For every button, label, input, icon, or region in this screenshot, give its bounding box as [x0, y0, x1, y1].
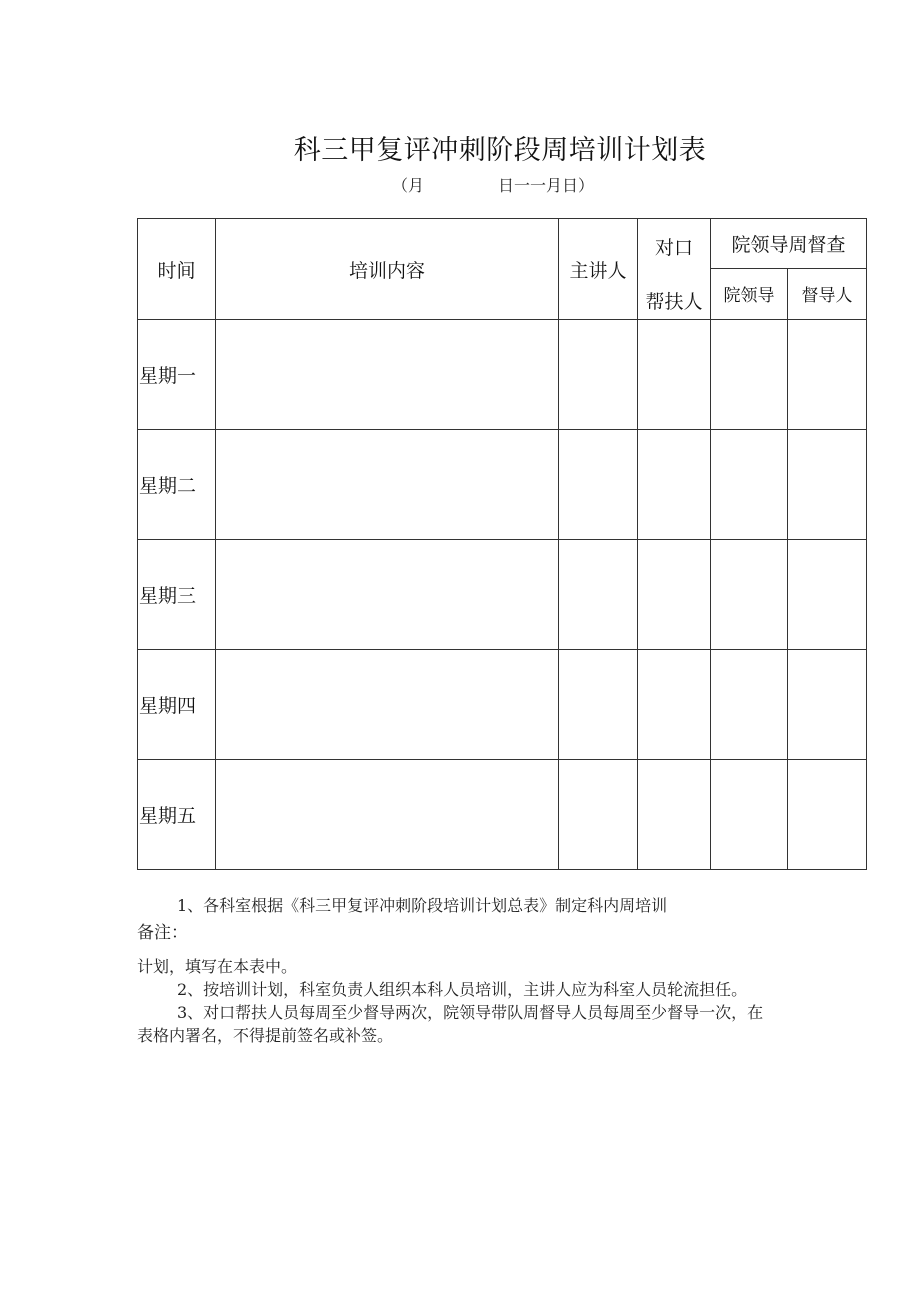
- supervisor-cell[interactable]: [788, 540, 867, 650]
- table-row: [138, 320, 867, 430]
- note-item-1-line-1: 1、各科室根据《科三甲复评冲刺阶段培训计划总表》制定科内周培训: [177, 896, 668, 915]
- pair-helper-cell[interactable]: [638, 760, 711, 870]
- content-cell[interactable]: [216, 540, 559, 650]
- day-label: 星期三: [138, 540, 216, 650]
- pair-helper-cell[interactable]: [638, 650, 711, 760]
- supervisor-cell[interactable]: [788, 650, 867, 760]
- content-cell[interactable]: [216, 760, 559, 870]
- content-cell[interactable]: [216, 650, 559, 760]
- note-item-1-line-2: 计划，填写在本表中。: [137, 957, 298, 976]
- header-speaker: 主讲人: [559, 219, 638, 320]
- header-pair-line1: 对口: [654, 237, 693, 259]
- header-content: 培训内容: [216, 219, 559, 320]
- supervisor-cell[interactable]: [788, 430, 867, 540]
- pair-helper-cell[interactable]: [638, 320, 711, 430]
- table-row: [138, 430, 867, 540]
- leader-cell[interactable]: [711, 760, 788, 870]
- header-leader: 院领导: [711, 268, 788, 319]
- table-row: [138, 650, 867, 760]
- document-title: 科三甲复评冲刺阶段周培训计划表: [293, 135, 707, 166]
- date-range-end: 日一一月日）: [498, 176, 595, 195]
- content-cell[interactable]: [216, 320, 559, 430]
- pair-helper-cell[interactable]: [638, 430, 711, 540]
- content-cell[interactable]: [216, 430, 559, 540]
- pair-helper-cell[interactable]: [638, 540, 711, 650]
- note-item-2: 2、按培训计划，科室负责人组织本科人员培训，主讲人应为科室人员轮流担任。: [177, 980, 748, 999]
- speaker-cell[interactable]: [559, 430, 638, 540]
- note-item-3-line-1: 3、对口帮扶人员每周至少督导两次，院领导带队周督导人员每周至少督导一次，在: [177, 1003, 764, 1022]
- speaker-cell[interactable]: [559, 320, 638, 430]
- supervisor-cell[interactable]: [788, 320, 867, 430]
- table-row: [138, 540, 867, 650]
- header-pair-helper: [638, 219, 711, 320]
- day-label: 星期一: [138, 320, 216, 430]
- table-row: [138, 760, 867, 870]
- day-label: 星期四: [138, 650, 216, 760]
- speaker-cell[interactable]: [559, 540, 638, 650]
- header-pair-line2: 帮扶人: [645, 291, 703, 313]
- notes-label: 备注：: [137, 923, 188, 943]
- leader-cell[interactable]: [711, 650, 788, 760]
- date-range-start: （月: [392, 176, 425, 195]
- speaker-cell[interactable]: [559, 650, 638, 760]
- header-supervisor: 督导人: [788, 268, 867, 319]
- speaker-cell[interactable]: [559, 760, 638, 870]
- header-supervision: 院领导周督查: [711, 219, 867, 269]
- leader-cell[interactable]: [711, 430, 788, 540]
- day-label: 星期五: [138, 760, 216, 870]
- supervisor-cell[interactable]: [788, 760, 867, 870]
- day-label: 星期二: [138, 430, 216, 540]
- leader-cell[interactable]: [711, 320, 788, 430]
- note-item-3-line-2: 表格内署名，不得提前签名或补签。: [137, 1026, 394, 1045]
- training-plan-table: [137, 218, 867, 870]
- header-time: 时间: [138, 219, 216, 320]
- leader-cell[interactable]: [711, 540, 788, 650]
